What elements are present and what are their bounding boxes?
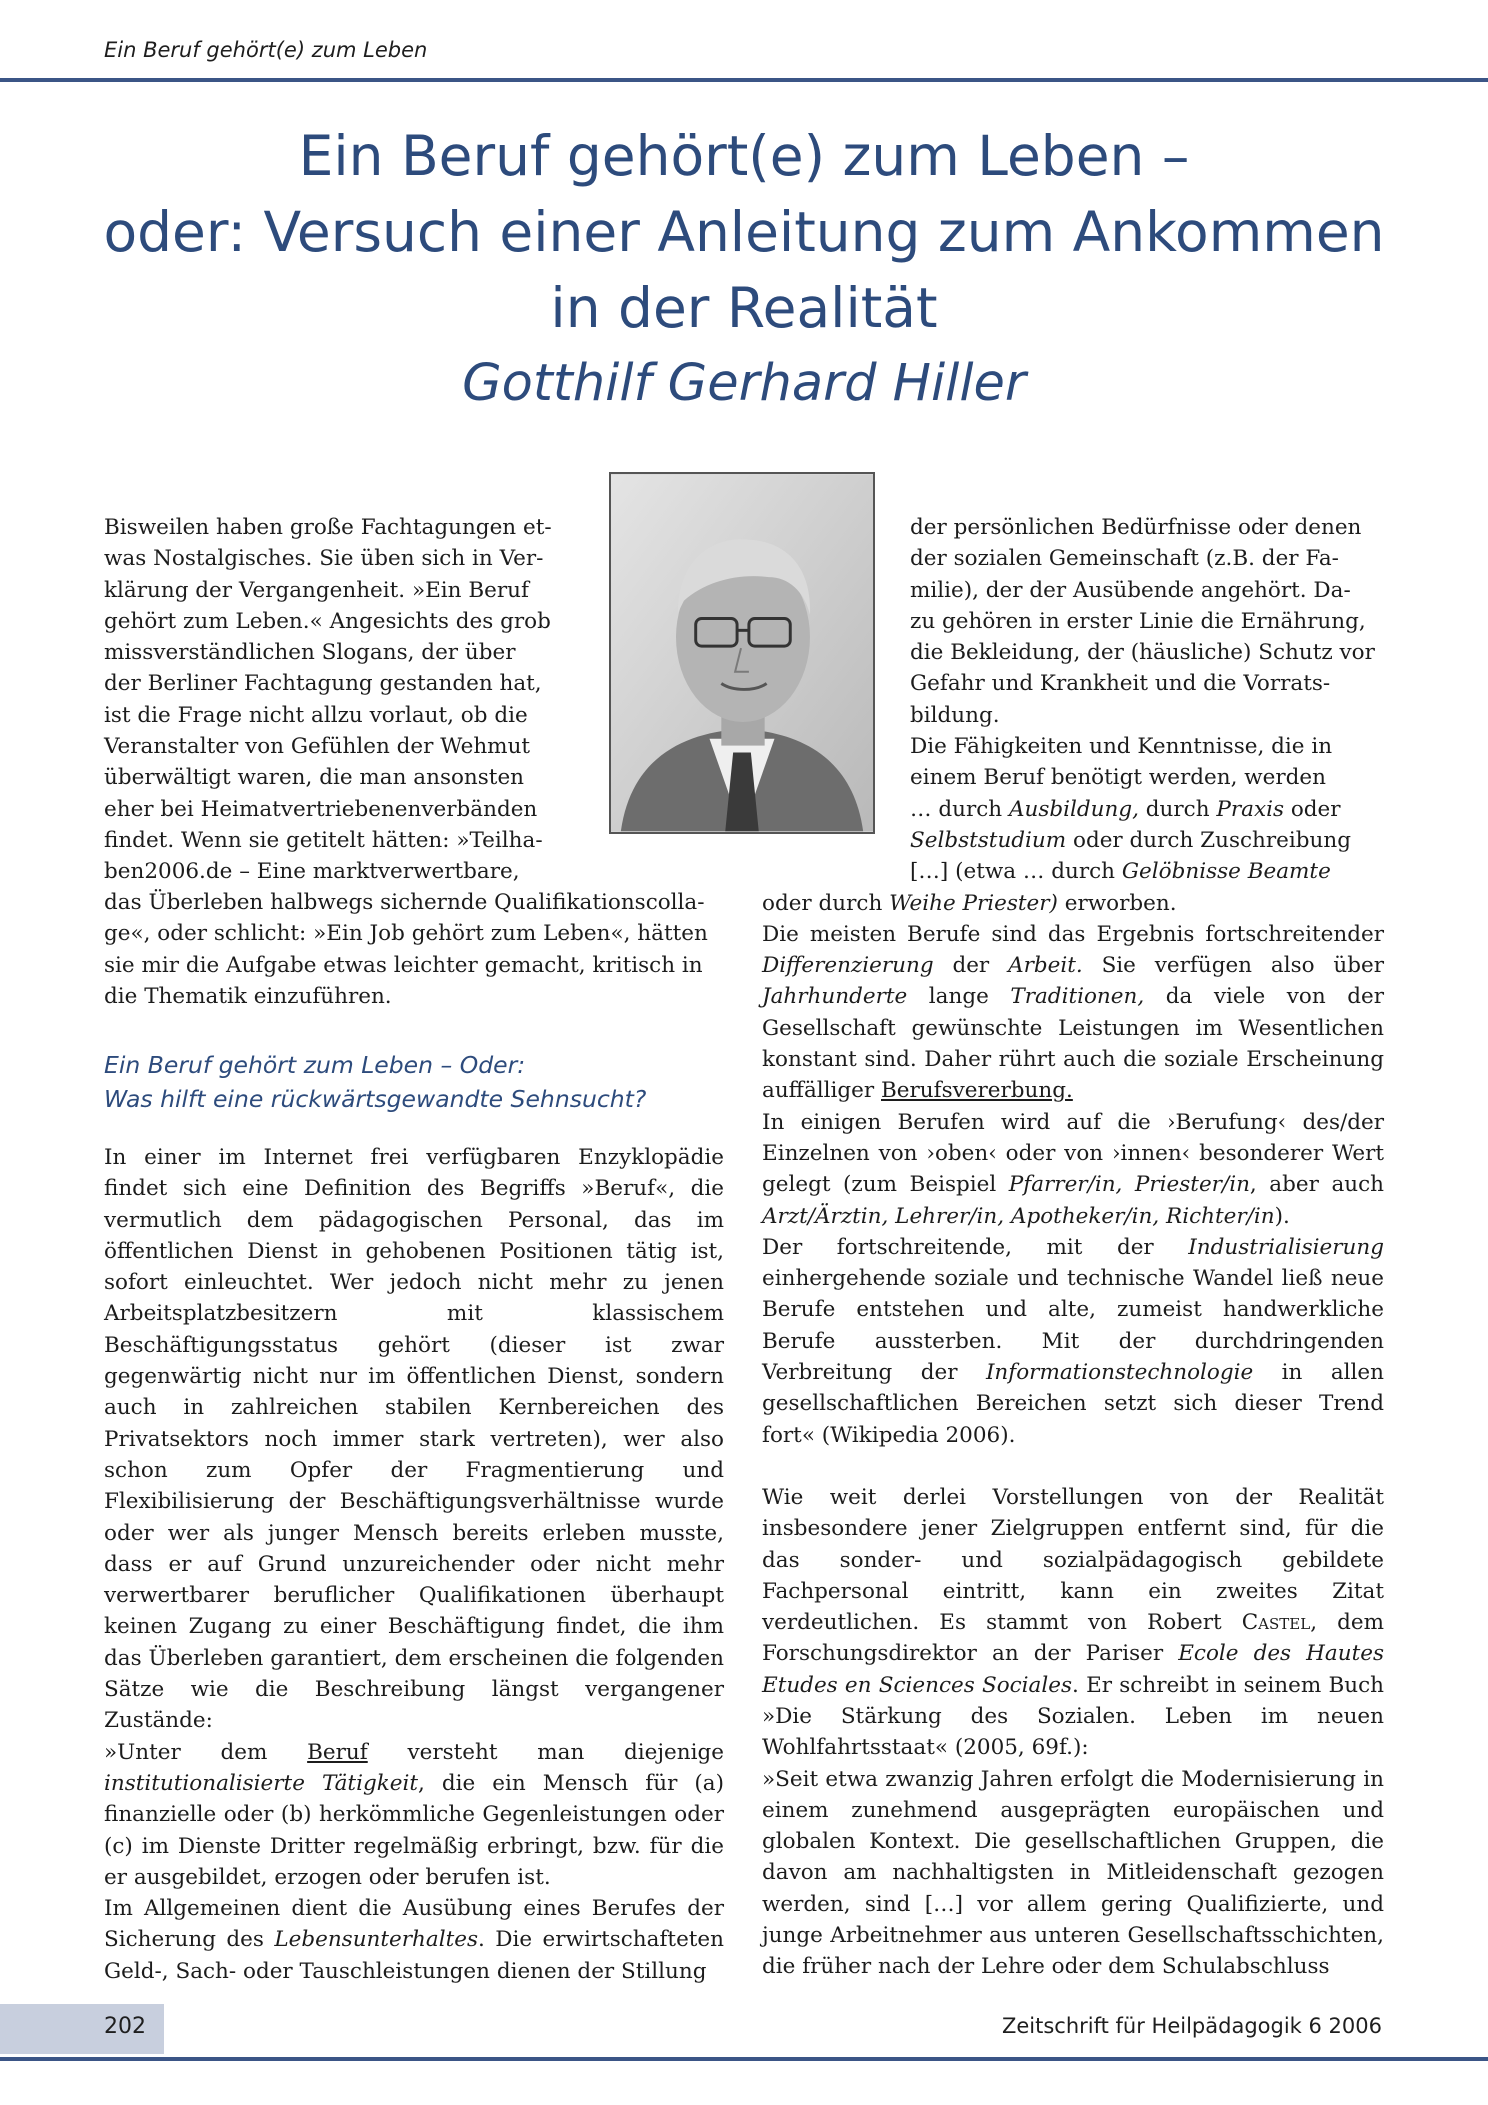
text-line: bildung.: [910, 702, 1000, 728]
title-line: oder: Versuch einer Anleitung zum Ankommen: [103, 200, 1385, 264]
text-line: [910, 856, 1384, 887]
text-run: oder durch Zuschreibung: [1066, 827, 1351, 853]
text-line: überwältigt waren, die man ansonsten: [104, 765, 525, 791]
text-line: das Überleben halbwegs sichernde Qualifikationscolla-: [104, 890, 705, 915]
italic-term: Arbeit.: [1008, 953, 1083, 979]
text-line: [762, 888, 1384, 919]
text-run: ).: [1274, 1203, 1290, 1229]
paragraph-berufung: [762, 1107, 1384, 1232]
text-run: , aber auch: [1249, 1172, 1384, 1198]
paragraph-gap: [762, 1451, 1384, 1482]
text-run: einhergehende soziale und technische Wandel ließ neue Berufe entstehen und alte, zumeist handwerkliche Berufe aussterben. Mit der durchdringenden Verbreitung der: [762, 1266, 1384, 1386]
text-run: Im Allgemeinen dient die Ausübung eines Berufes der Sicherung des: [104, 1896, 724, 1953]
text-run: […] (etwa … durch: [910, 859, 1122, 885]
text-line: ge«, oder schlicht: »Ein Job gehört zum Leben«, hätten: [104, 921, 708, 947]
italic-term: Industrialisierung: [1188, 1234, 1384, 1260]
text-beside-photo: [762, 512, 1384, 888]
italic-term: Gelöbnisse Beamte: [1121, 859, 1331, 885]
text-run: In einigen Berufen wird auf die ›Berufung‹ des/der Einzelnen von ›oben‹ oder von ›innen‹ besonderer Wert gelegt (zum Beispiel: [762, 1109, 1384, 1198]
text-run: da viele von der Gesellschaft gewünschte Leistungen im Wesentlichen konstant sind. Daher rührt auch die soziale Erscheinung auffälliger: [762, 984, 1385, 1104]
paragraph-meisten-berufe: [762, 919, 1384, 1107]
text-line: [910, 794, 1384, 825]
text-line: findet. Wenn sie getitelt hätten: »Teilha-: [104, 827, 543, 853]
text-line: die Bekleidung, der (häusliche) Schutz vor: [910, 640, 1375, 666]
text-run: erworben.: [1057, 890, 1177, 916]
text-line: die Thematik einzuführen.: [104, 983, 392, 1009]
paragraph-definition: In einer im Internet frei verfügbaren Enzyklopädie findet sich eine Definition des Begriffs »Beruf«, die vermutlich dem pädagogischen Personal, das im öffentlichen Dienst in gehobenen Positionen tätig ist, sofort einleuchtet. Wer jedoch nicht mehr zu jenen Arbeitsplatzbesitzern mit klassischem Beschäftigungsstatus gehört (dieser ist zwar gegenwärtig nicht nur im öffentlichen Dienst, sondern auch in zahlreichen stabilen Kernbereichen des Privatsektors noch immer stark vertreten), wer also schon zum Opfer der Fragmentierung und Flexibilisierung der Beschäftigungsverhältnisse wurde oder wer als junger Mensch bereits erleben musste, dass er auf Grund unzureichender oder nicht mehr verwertbarer beruflicher Qualifikationen überhaupt keinen Zugang zu einer Beschäftigung findet, die ihm das Überleben garantiert, dem erscheinen die folgenden Sätze wie die Beschreibung längst vergangener Zustände:: [104, 1145, 724, 1734]
text-line: klärung der Vergangenheit. »Ein Beruf: [104, 577, 529, 603]
page-number: 202: [104, 2014, 146, 2039]
italic-term: Arzt/Ärztin, Lehrer/in, Apotheker/in, Richter/in: [762, 1203, 1275, 1229]
title-line: Ein Beruf gehört(e) zum Leben –: [298, 124, 1190, 188]
text-line: Veranstalter von Gefühlen der Wehmut: [104, 734, 531, 760]
paragraph-castel: [762, 1482, 1384, 1764]
author-name: Gotthilf Gerhard Hiller: [462, 354, 1026, 413]
text-line: missverständlichen Slogans, der über: [104, 640, 516, 666]
paragraph-quote-start: [104, 1737, 724, 1893]
text-run: , dem Forschungsdirektor an der Pariser: [762, 1610, 1384, 1667]
text-run: Die meisten Berufe sind das Ergebnis fortschreitender: [762, 921, 1384, 947]
text-line: ist die Frage nicht allzu vorlaut, ob die: [104, 702, 528, 728]
text-line: eher bei Heimatvertriebenenverbänden: [104, 796, 538, 822]
intro-text-wide: [104, 887, 724, 1012]
text-line: Die Fähigkeiten und Kenntnisse, die in: [910, 734, 1333, 760]
text-line: milie), der der Ausübende angehört. Da-: [910, 577, 1351, 603]
intro-text-narrow: [104, 512, 572, 888]
right-body: [762, 512, 1384, 1983]
text-line: der persönlichen Bedürfnisse oder denen: [910, 515, 1362, 540]
text-line: der sozialen Gemeinschaft (z.B. der Fa-: [910, 546, 1339, 572]
running-title: Ein Beruf gehört(e) zum Leben: [104, 38, 428, 62]
heading-line: Was hilft eine rückwärtsgewandte Sehnsucht?: [104, 1085, 647, 1113]
text-run: lange: [907, 984, 1011, 1010]
text-run: . Die erwirtschafteten Geld-, Sach- oder Tauschleistungen dienen der Stillung: [104, 1927, 725, 1984]
paragraph-lebensunterhalt: [104, 1893, 724, 1987]
text-line: einem Beruf benötigt werden, werden: [910, 765, 1327, 791]
italic-term: Lebensunterhaltes: [274, 1927, 478, 1953]
journal-name: Zeitschrift für Heilpädagogik 6 2006: [1001, 2014, 1382, 2038]
italic-term: Jahrhunderte: [762, 984, 908, 1010]
text-run: »Unter dem: [104, 1739, 308, 1765]
text-run: durch: [1138, 796, 1217, 822]
text-run: , die ein Mensch für (a) finanzielle oder (b) herkömmliche Gegenleistungen oder (c) im Dienste Dritter regelmäßig erbringt, bzw. für die er ausgebildet, erzogen oder berufen ist.: [104, 1770, 724, 1890]
text-run: . Er schreibt in seinem Buch »Die Stärkung des Sozialen. Leben im neuen Wohlfahrtsstaat« (2005, 69f.):: [762, 1672, 1384, 1761]
text-run: in allen gesellschaftlichen Bereichen setzt sich dieser Trend fort« (Wikipedia 2006).: [762, 1360, 1384, 1448]
text-line: zu gehören in erster Linie die Ernährung,: [910, 608, 1366, 634]
text-line: Bisweilen haben große Fachtagungen et-: [104, 515, 552, 540]
top-rule: [0, 78, 1488, 82]
text-run: Wie weit derlei Vorstellungen von der Realität insbesondere jener Zielgruppen entfernt sind, für die das sonder- und sozialpädagogisch gebildete Fachpersonal eintritt, kann ein zweites Zitat verdeutlichen. Es stammt von Robert: [762, 1484, 1384, 1636]
text-run: Sie verfügen also über: [1082, 953, 1385, 979]
article-title: [60, 118, 1428, 346]
text-run: oder: [1284, 796, 1341, 822]
italic-term: Differenzierung: [762, 953, 934, 979]
text-line: ben2006.de – Eine marktverwertbare,: [104, 859, 520, 885]
text-line: [910, 825, 1384, 856]
text-line: gehört zum Leben.« Angesichts des grob: [104, 608, 551, 634]
italic-term: Traditionen,: [1010, 984, 1145, 1010]
text-run: versteht man diejenige: [367, 1739, 724, 1765]
bottom-rule: [0, 2057, 1488, 2061]
italic-term: Pfarrer/in, Priester/in: [1008, 1172, 1250, 1198]
section-heading: [104, 1048, 724, 1116]
italic-term: Selbststudium: [910, 827, 1067, 853]
paragraph-industrialisierung: [762, 1232, 1384, 1451]
text-line: Gefahr und Krankheit und die Vorrats-: [910, 671, 1331, 697]
left-body: [104, 1142, 724, 1987]
paragraph-seit: »Seit etwa zwanzig Jahren erfolgt die Modernisierung in einem zunehmend ausgeprägten europäischen und globalen Kontext. Die gesellschaftlichen Gruppen, die davon am nachhaltigsten in Mitleidenschaft gezogen werden, sind […] vor allem gering Qualifizierte, und junge Arbeitnehmer aus unteren Gesellschaftsschichten, die früher nach der Lehre oder dem Schulabschluss: [762, 1766, 1384, 1980]
italic-term: Informationstechnologie: [985, 1360, 1254, 1386]
underlined-term: Beruf: [307, 1739, 368, 1765]
text-run: oder durch: [762, 890, 890, 916]
title-line: in der Realität: [550, 276, 938, 340]
text-line: sie mir die Aufgabe etwas leichter gemacht, kritisch in: [104, 952, 703, 978]
text-run: der: [933, 953, 1009, 979]
small-caps-name: Castel: [1241, 1610, 1311, 1636]
text-line: der Berliner Fachtagung gestanden hat,: [104, 671, 542, 697]
text-line: was Nostalgisches. Sie üben sich in Ver-: [104, 546, 544, 572]
text-run: … durch: [910, 796, 1009, 822]
text-run: Der fortschreitende, mit der: [762, 1234, 1189, 1260]
italic-term: institutionalisierte Tätigkeit: [104, 1770, 418, 1796]
italic-term: Ausbildung,: [1008, 796, 1139, 822]
italic-term: Weihe Priester): [889, 890, 1058, 916]
underlined-term: Berufsvererbung.: [881, 1078, 1073, 1104]
italic-term: Ecole des Hautes Etudes en Sciences Sociales: [762, 1641, 1384, 1698]
heading-line: Ein Beruf gehört zum Leben – Oder:: [104, 1051, 526, 1079]
italic-term: Praxis: [1216, 796, 1284, 822]
